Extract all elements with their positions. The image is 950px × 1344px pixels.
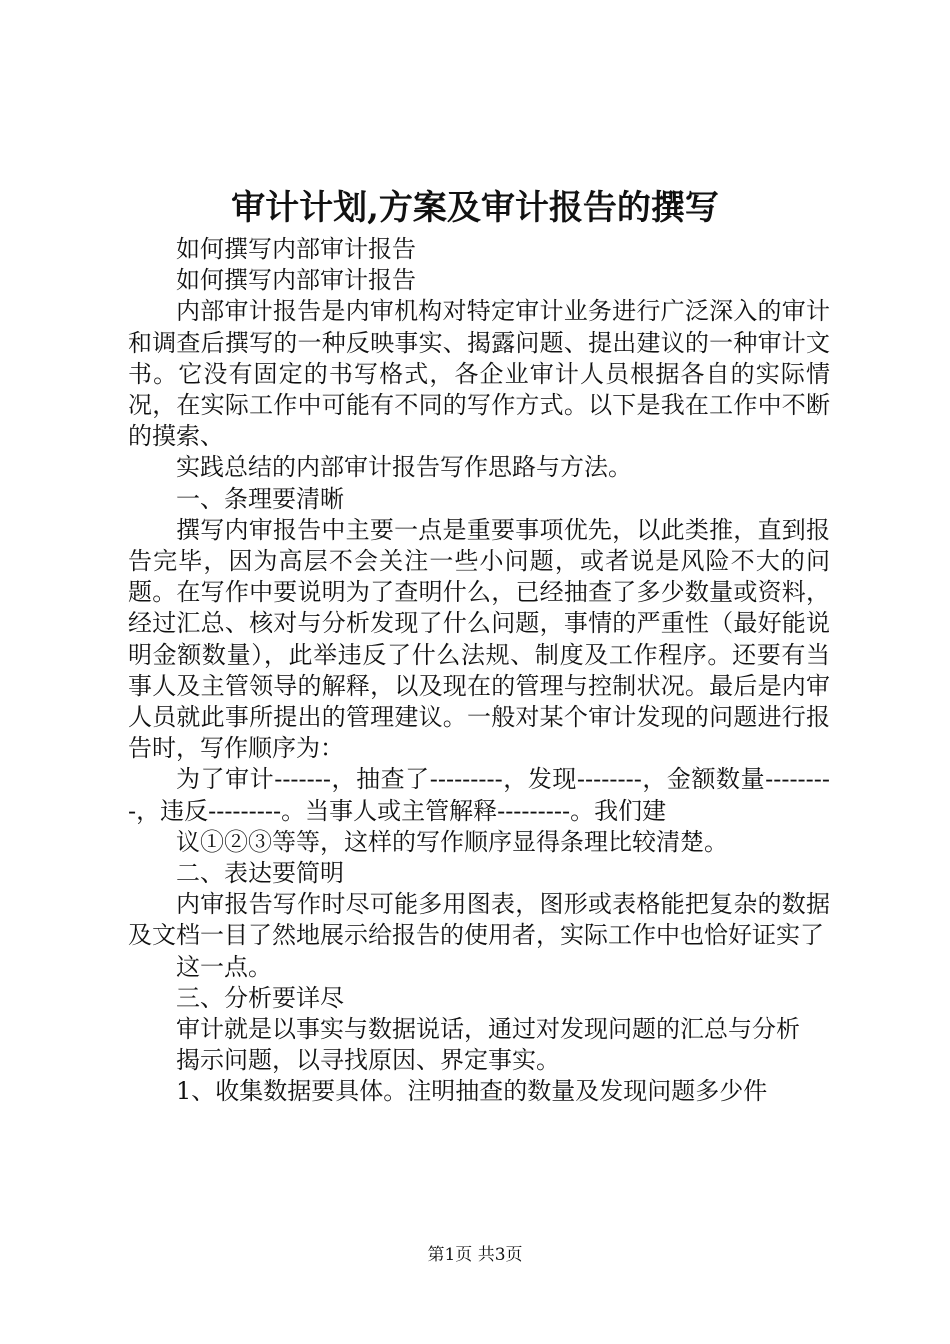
paragraph: 如何撰写内部审计报告 bbox=[176, 235, 416, 263]
paragraph: 议①②③等等，这样的写作顺序显得条理比较清楚。 bbox=[176, 827, 728, 856]
paragraph: 1、收集数据要具体。注明抽查的数量及发现问题多少件 bbox=[176, 1077, 768, 1106]
section-heading: 一、条理要清晰 bbox=[176, 484, 344, 513]
section-heading: 三、分析要详尽 bbox=[176, 983, 344, 1012]
paragraph: 揭示问题，以寻找原因、界定事实。 bbox=[176, 1046, 560, 1075]
paragraph: 内审报告写作时尽可能多用图表，图形或表格能把复杂的数据及文档一目了然地展示给报告的使用者，实际工作中也恰好证实了 bbox=[128, 890, 830, 950]
page-footer: 第1页 共3页 bbox=[427, 1245, 523, 1265]
paragraph: 实践总结的内部审计报告写作思路与方法。 bbox=[176, 453, 632, 482]
paragraph: 审计就是以事实与数据说话，通过对发现问题的汇总与分析 bbox=[176, 1015, 800, 1044]
paragraph: 为了审计-------，抽查了---------，发现--------，金额数量---------，违反---------。当事人或主管解释---------。我们建 bbox=[128, 765, 830, 825]
paragraph: 如何撰写内部审计报告 bbox=[176, 266, 416, 295]
section-heading: 二、表达要简明 bbox=[176, 859, 344, 888]
document-title: 审计计划,方案及审计报告的撰写 bbox=[231, 188, 719, 228]
document-body bbox=[128, 234, 830, 1108]
paragraph: 这一点。 bbox=[176, 952, 272, 981]
paragraph: 撰写内审报告中主要一点是重要事项优先，以此类推，直到报告完毕，因为高层不会关注一些小问题，或者说是风险不大的问题。在写作中要说明为了查明什么，已经抽查了多少数量或资料，经过汇总、核对与分析发现了什么问题，事情的严重性（最好能说明金额数量），此举违反了什么法规、制度及工作程序。还要有当事人及主管领导的解释，以及现在的管理与控制状况。最后是内审人员就此事所提出的管理建议。一般对某个审计发现的问题进行报告时，写作顺序为： bbox=[128, 515, 830, 763]
paragraph: 内部审计报告是内审机构对特定审计业务进行广泛深入的审计和调查后撰写的一种反映事实、揭露问题、提出建议的一种审计文书。它没有固定的书写格式，各企业审计人员根据各自的实际情况，在实际工作中可能有不同的写作方式。以下是我在工作中不断的摸索、 bbox=[128, 297, 830, 451]
